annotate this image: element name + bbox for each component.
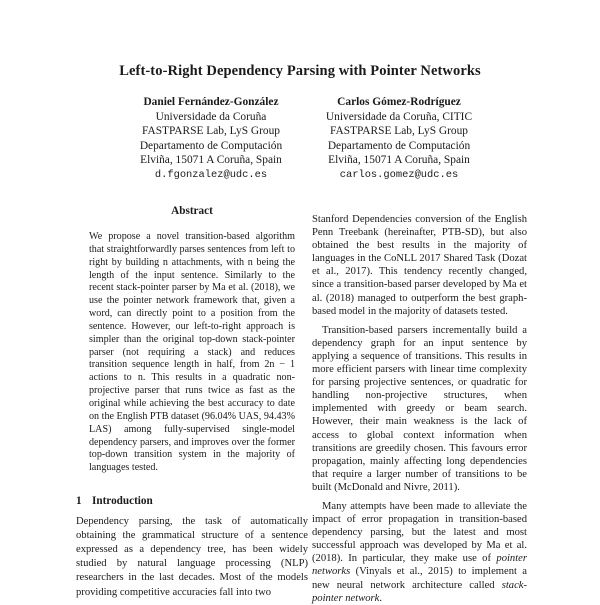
- body-paragraph-1: Stanford Dependencies conversion of the English Penn Treebank (hereinafter, PTB-SD), but also obtained the best results in the majority of languages in the CoNLL 2017 Shared Task (Dozat et al., 2017). This tendency recently changed, since a transition-based parser developed by Ma et al. (2018) managed to outperform the best graph-based model in the majority of datasets tested.: [312, 214, 527, 317]
- emphasis-term: stack-pointer network: [312, 579, 527, 604]
- abstract-heading: Abstract: [171, 205, 213, 217]
- author-affiliation: Elviña, 15071 A Coruña, Spain: [140, 154, 282, 167]
- author-affiliation: Departamento de Computación: [327, 139, 471, 152]
- introduction-paragraph: Dependency parsing, the task of automatically obtaining the grammatical structure of a sentence expressed as a dependency tree, has been widely studied by natural language processing (NLP) researchers in the last decades. Most of the models providing competitive accuracies fall into two: [76, 516, 308, 598]
- author-affiliation: FASTPARSE Lab, LyS Group: [142, 125, 280, 138]
- abstract-text: We propose a novel transition-based algorithm that straightforwardly parses sentences from left to right by building n attachments, with n being the length of the input sentence. Similarly to the recent stack-pointer parser by Ma et al. (2018), we use the pointer network framework that, given a word, can directly point to a position from the sentence. However, our left-to-right approach is simpler than the original top-down stack-pointer parser (not requiring a stack) and reduces transition sequence length in half, from 2n − 1 actions to n. This results in a quadratic non-projective parser that runs twice as fast as the original while achieving the best accuracy to date on the English PTB dataset (96.04% UAS, 94.43% LAS) among fully-supervised single-model dependency parsers, and improves over the former top-down transition system in the majority of languages tested.: [89, 231, 295, 474]
- right-column: [312, 213, 527, 605]
- body-text: Many attempts have been made to alleviate the impact of error propagation in transition-based dependency parsing, but the latest and most successful approach was developed by Ma et al. (2018). In particular, they make use of: [312, 500, 527, 565]
- author-affiliation: Elviña, 15071 A Coruña, Spain: [328, 154, 470, 167]
- body-paragraph-3: [312, 500, 527, 605]
- author-affiliation: FASTPARSE Lab, LyS Group: [330, 125, 468, 138]
- author-email: d.fgonzalez@udc.es: [154, 168, 268, 181]
- body-text: .: [379, 592, 383, 604]
- author-affiliation: Departamento de Computación: [139, 139, 283, 152]
- section-number: 1: [76, 495, 82, 508]
- body-paragraph-2: Transition-based parsers incrementally build a dependency graph for an input sentence by applying a sequence of transitions. This results in more efficient parsers with linear time complexity for parsing projective sentences, or quadratic for handling non-projective structures, when implemented with greedy or beam search. However, their main weakness is the lack of access to global context information when transitions are greedily chosen. This favours error propagation, mainly affecting long dependencies that require a larger number of transitions to be built (McDonald and Nivre, 2011).: [312, 324, 527, 493]
- author-affiliation: Universidade da Coruña, CITIC: [325, 110, 473, 123]
- author-block-2: [294, 95, 504, 183]
- emphasis-term: pointer networks: [312, 553, 527, 578]
- author-email: carlos.gomez@udc.es: [339, 168, 459, 181]
- body-text: (Vinyals et al., 2015) to implement a new neural network architecture called: [312, 566, 527, 591]
- author-name: Carlos Gómez-Rodríguez: [337, 96, 461, 108]
- left-column: [76, 205, 308, 600]
- section-heading-introduction: [76, 495, 308, 507]
- author-affiliation: Universidade da Coruña: [155, 110, 267, 123]
- section-title: Introduction: [92, 495, 153, 508]
- author-block-1: [106, 95, 316, 183]
- author-name: Daniel Fernández-González: [143, 96, 279, 108]
- paper-title: Left-to-Right Dependency Parsing with Pointer Networks: [119, 63, 481, 79]
